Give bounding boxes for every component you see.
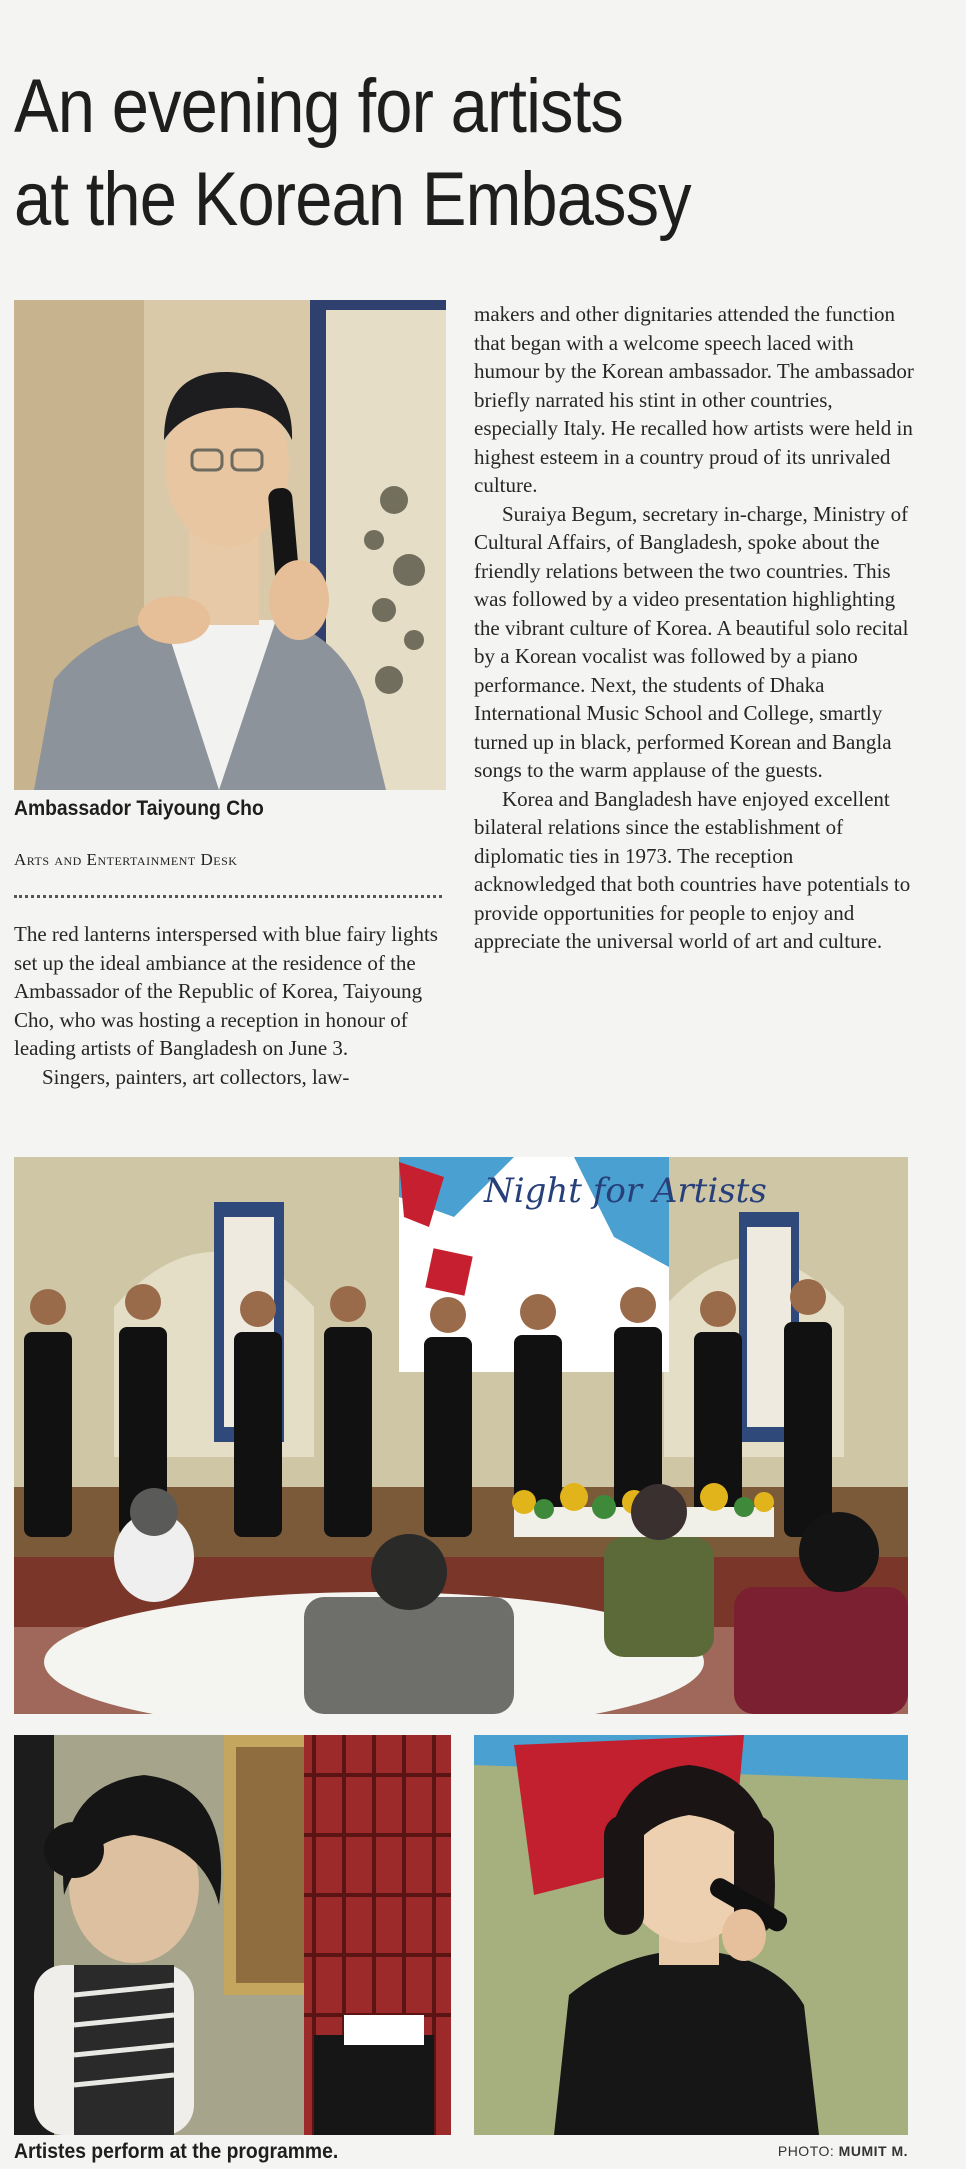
banner-text: Night for Artists (484, 1171, 767, 1211)
byline-desk: Arts and Entertainment Desk (14, 850, 238, 869)
photo-credit-name: MUMIT M. (838, 2143, 908, 2159)
article-column-1 (14, 920, 442, 1091)
performance-caption: Artistes perform at the programme. (14, 2140, 339, 2163)
dotted-divider (14, 895, 442, 898)
column-1-paragraph-2: Singers, painters, art collectors, law- (42, 1064, 350, 1089)
article-column-2 (474, 300, 914, 956)
ambassador-photo (14, 300, 446, 790)
vocalist-photo (474, 1735, 908, 2135)
photo-credit (778, 2143, 908, 2159)
ambassador-caption: Ambassador Taiyoung Cho (14, 797, 264, 820)
group-performance-photo (14, 1157, 908, 1714)
column-1-paragraph-1: The red lanterns interspersed with blue fairy lights set up the ideal ambiance at the residence of the Ambassador of the Republic of Korea, Taiyoung Cho, who was hosting a reception in honour of leading artists of Bangladesh on June 3. (14, 922, 438, 1060)
headline (14, 60, 841, 246)
pianist-photo (14, 1735, 451, 2135)
column-2-paragraph-2: Suraiya Begum, secretary in-charge, Ministry of Cultural Affairs, of Bangladesh, spoke about the friendly relations between the two countries. This was followed by a video presentation highlighting the vibrant culture of Korea. A beautiful solo recital by a Korean vocalist was followed by a piano performance. Next, the students of Dhaka International Music School and College, smartly turned up in black, performed Korean and Bangla songs to the warm applause of the guests. (474, 501, 909, 782)
photo-credit-label: PHOTO: (777, 2143, 835, 2159)
column-2-paragraph-3: Korea and Bangladesh have enjoyed excellent bilateral relations since the establishment of diplomatic ties in 1973. The reception acknowledged that both countries have potentials to provide opportunities for people to enjoy and appreciate the universal world of art and culture. (474, 786, 911, 953)
column-2-paragraph-1: makers and other dignitaries attended the function that began with a welcome speech laced with humour by the Korean ambassador. The ambassador briefly narrated his stint in other countries, especially Italy. He recalled how artists were held in highest esteem in a country proud of its unrivaled culture. (474, 302, 914, 497)
headline-line-1: An evening for artists (14, 64, 623, 149)
headline-line-2: at the Korean Embassy (14, 157, 691, 242)
